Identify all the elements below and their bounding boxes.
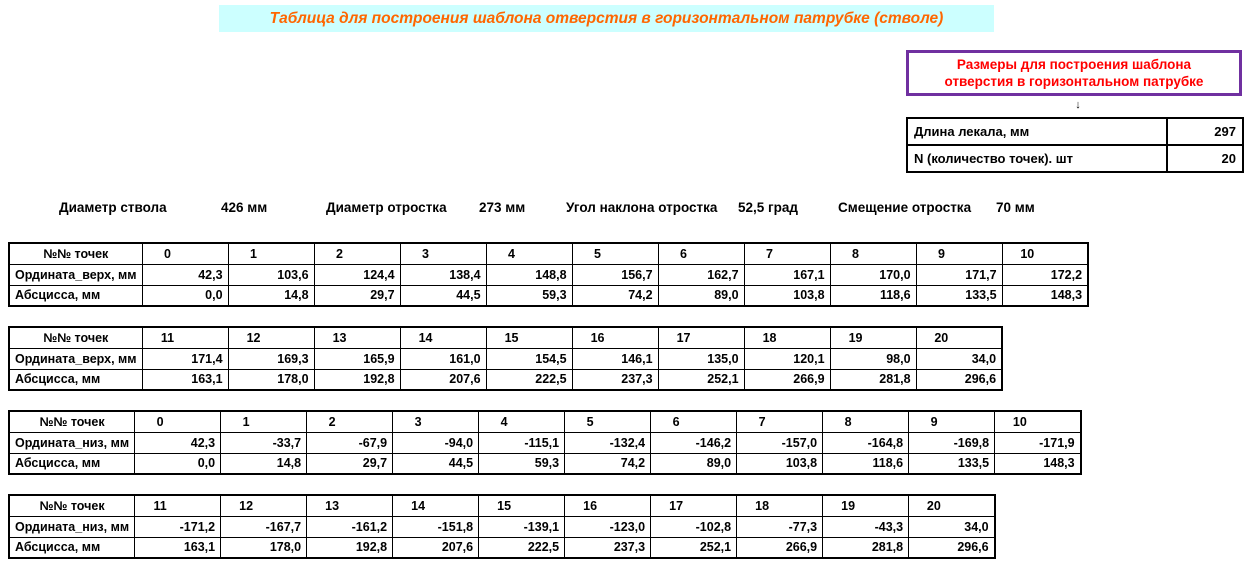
point-number: 13 <box>307 495 393 516</box>
point-number: 17 <box>658 327 744 348</box>
ordinate-cell[interactable]: 162,7 <box>658 264 744 285</box>
abscissa-cell[interactable]: 281,8 <box>830 369 916 390</box>
point-number: 10 <box>995 411 1081 432</box>
abscissa-cell[interactable]: 0,0 <box>142 285 228 306</box>
row-label: Ордината_верх, мм <box>9 264 142 285</box>
ordinate-cell[interactable]: 161,0 <box>400 348 486 369</box>
point-number: 4 <box>479 411 565 432</box>
ordinate-cell[interactable]: -167,7 <box>221 516 307 537</box>
abscissa-cell[interactable]: 118,6 <box>823 453 909 474</box>
ordinate-cell[interactable]: -94,0 <box>393 432 479 453</box>
ordinate-cell[interactable]: 148,8 <box>486 264 572 285</box>
ordinate-cell[interactable]: -171,2 <box>135 516 221 537</box>
ordinate-cell[interactable]: -139,1 <box>479 516 565 537</box>
row-label: Абсцисса, мм <box>9 285 142 306</box>
ordinate-cell[interactable]: 135,0 <box>658 348 744 369</box>
branch-angle-value: 52,5 град <box>738 200 798 215</box>
point-number: 19 <box>823 495 909 516</box>
abscissa-cell[interactable]: 237,3 <box>572 369 658 390</box>
ordinate-cell[interactable]: 170,0 <box>830 264 916 285</box>
ordinate-cell[interactable]: 172,2 <box>1002 264 1088 285</box>
ordinate-cell[interactable]: 34,0 <box>909 516 995 537</box>
point-number: 3 <box>393 411 479 432</box>
table-row <box>9 348 1002 369</box>
abscissa-cell[interactable]: 222,5 <box>479 537 565 558</box>
abscissa-cell[interactable]: 59,3 <box>486 285 572 306</box>
ordinate-cell[interactable]: 103,6 <box>228 264 314 285</box>
point-number: 13 <box>314 327 400 348</box>
table-row <box>9 369 1002 390</box>
param-label: Длина лекала, мм <box>907 118 1167 145</box>
ordinate-cell[interactable]: -43,3 <box>823 516 909 537</box>
ordinate-cell[interactable]: 120,1 <box>744 348 830 369</box>
point-number: 1 <box>221 411 307 432</box>
ordinate-cell[interactable]: 165,9 <box>314 348 400 369</box>
ordinate-cell[interactable]: -171,9 <box>995 432 1081 453</box>
point-number: 6 <box>658 243 744 264</box>
main-diameter-value: 426 мм <box>221 200 268 215</box>
point-number: 11 <box>142 327 228 348</box>
points-header: №№ точек <box>9 243 142 264</box>
abscissa-cell[interactable]: 266,9 <box>744 369 830 390</box>
row-label: Ордината_верх, мм <box>9 348 142 369</box>
callout-line-2: отверстия в горизонтальном патрубке <box>944 74 1204 89</box>
abscissa-cell[interactable]: 222,5 <box>486 369 572 390</box>
abscissa-cell[interactable]: 192,8 <box>307 537 393 558</box>
abscissa-cell[interactable]: 14,8 <box>221 453 307 474</box>
points-header: №№ точек <box>9 495 135 516</box>
ordinate-cell[interactable]: -67,9 <box>307 432 393 453</box>
abscissa-cell[interactable]: 89,0 <box>658 285 744 306</box>
abscissa-cell[interactable]: 237,3 <box>565 537 651 558</box>
ordinate-cell[interactable]: 171,7 <box>916 264 1002 285</box>
abscissa-cell[interactable]: 74,2 <box>565 453 651 474</box>
ordinate-cell[interactable]: -161,2 <box>307 516 393 537</box>
point-number: 5 <box>572 243 658 264</box>
point-number: 0 <box>142 243 228 264</box>
point-number: 20 <box>909 495 995 516</box>
table-upper-points-11-20 <box>8 326 1003 391</box>
abscissa-cell[interactable]: 89,0 <box>651 453 737 474</box>
abscissa-cell[interactable]: 148,3 <box>1002 285 1088 306</box>
param-label: N (количество точек). шт <box>907 145 1167 172</box>
callout-line-1: Размеры для построения шаблона <box>956 57 1192 72</box>
table-upper-points-0-10 <box>8 242 1089 307</box>
point-number: 9 <box>916 243 1002 264</box>
point-number: 5 <box>565 411 651 432</box>
point-number: 2 <box>314 243 400 264</box>
branch-diameter-value: 273 мм <box>479 200 526 215</box>
points-header: №№ точек <box>9 327 142 348</box>
ordinate-cell[interactable]: 42,3 <box>142 264 228 285</box>
point-number: 17 <box>651 495 737 516</box>
ordinate-cell[interactable]: -151,8 <box>393 516 479 537</box>
point-number: 10 <box>1002 243 1088 264</box>
point-number: 9 <box>909 411 995 432</box>
ordinate-cell[interactable]: -157,0 <box>737 432 823 453</box>
abscissa-cell[interactable]: 207,6 <box>400 369 486 390</box>
param-row-count <box>907 145 1243 172</box>
table-row <box>9 537 995 558</box>
point-number: 18 <box>744 327 830 348</box>
row-label: Абсцисса, мм <box>9 369 142 390</box>
branch-offset-label: Смещение отростка <box>838 200 972 215</box>
abscissa-cell[interactable]: 59,3 <box>479 453 565 474</box>
table-lower-points-0-10 <box>8 410 1082 475</box>
ordinate-cell[interactable]: 124,4 <box>314 264 400 285</box>
table-row <box>9 243 1088 264</box>
table-row <box>9 285 1088 306</box>
point-number: 15 <box>479 495 565 516</box>
arrow-down-icon: ↓ <box>1075 99 1081 111</box>
abscissa-cell[interactable]: 163,1 <box>135 537 221 558</box>
ordinate-cell[interactable]: 156,7 <box>572 264 658 285</box>
main-diameter-label: Диаметр ствола <box>59 200 167 215</box>
abscissa-cell[interactable]: 207,6 <box>393 537 479 558</box>
point-number: 14 <box>400 327 486 348</box>
point-number: 7 <box>744 243 830 264</box>
param-value[interactable]: 297 <box>1167 118 1243 145</box>
table-row <box>9 453 1081 474</box>
ordinate-cell[interactable]: 154,5 <box>486 348 572 369</box>
abscissa-cell[interactable]: 281,8 <box>823 537 909 558</box>
table-row <box>9 411 1081 432</box>
point-number: 8 <box>823 411 909 432</box>
abscissa-cell[interactable]: 103,8 <box>737 453 823 474</box>
table-row <box>9 264 1088 285</box>
param-row-length <box>907 118 1243 145</box>
point-number: 4 <box>486 243 572 264</box>
point-number: 19 <box>830 327 916 348</box>
abscissa-cell[interactable]: 148,3 <box>995 453 1081 474</box>
point-number: 20 <box>916 327 1002 348</box>
ordinate-cell[interactable]: -123,0 <box>565 516 651 537</box>
ordinate-cell[interactable]: -169,8 <box>909 432 995 453</box>
param-value[interactable]: 20 <box>1167 145 1243 172</box>
abscissa-cell[interactable]: 29,7 <box>307 453 393 474</box>
page-title: Таблица для построения шаблона отверстия в горизонтальном патрубке (стволе) <box>219 5 994 32</box>
point-number: 12 <box>228 327 314 348</box>
abscissa-cell[interactable]: 192,8 <box>314 369 400 390</box>
point-number: 16 <box>565 495 651 516</box>
abscissa-cell[interactable]: 266,9 <box>737 537 823 558</box>
point-number: 8 <box>830 243 916 264</box>
abscissa-cell[interactable]: 0,0 <box>135 453 221 474</box>
ordinate-cell[interactable]: 138,4 <box>400 264 486 285</box>
point-number: 7 <box>737 411 823 432</box>
row-label: Абсцисса, мм <box>9 537 135 558</box>
point-number: 2 <box>307 411 393 432</box>
abscissa-cell[interactable]: 163,1 <box>142 369 228 390</box>
abscissa-cell[interactable]: 118,6 <box>830 285 916 306</box>
table-row <box>9 327 1002 348</box>
table-lower-points-11-20 <box>8 494 996 559</box>
abscissa-cell[interactable]: 252,1 <box>651 537 737 558</box>
point-number: 0 <box>135 411 221 432</box>
point-number: 12 <box>221 495 307 516</box>
ordinate-cell[interactable]: -33,7 <box>221 432 307 453</box>
dimensions-callout <box>906 50 1242 96</box>
row-label: Ордината_низ, мм <box>9 432 135 453</box>
abscissa-cell[interactable]: 29,7 <box>314 285 400 306</box>
abscissa-cell[interactable]: 296,6 <box>909 537 995 558</box>
abscissa-cell[interactable]: 14,8 <box>228 285 314 306</box>
table-row <box>9 495 995 516</box>
ordinate-cell[interactable]: 98,0 <box>830 348 916 369</box>
points-header: №№ точек <box>9 411 135 432</box>
abscissa-cell[interactable]: 74,2 <box>572 285 658 306</box>
abscissa-cell[interactable]: 178,0 <box>228 369 314 390</box>
ordinate-cell[interactable]: -132,4 <box>565 432 651 453</box>
abscissa-cell[interactable]: 178,0 <box>221 537 307 558</box>
point-number: 1 <box>228 243 314 264</box>
table-row <box>9 516 995 537</box>
abscissa-cell[interactable]: 296,6 <box>916 369 1002 390</box>
ordinate-cell[interactable]: -115,1 <box>479 432 565 453</box>
ordinate-cell[interactable]: 146,1 <box>572 348 658 369</box>
ordinate-cell[interactable]: -164,8 <box>823 432 909 453</box>
branch-offset-value: 70 мм <box>996 200 1035 215</box>
abscissa-cell[interactable]: 44,5 <box>400 285 486 306</box>
ordinate-cell[interactable]: 169,3 <box>228 348 314 369</box>
template-params-table <box>906 117 1244 173</box>
ordinate-cell[interactable]: -77,3 <box>737 516 823 537</box>
abscissa-cell[interactable]: 252,1 <box>658 369 744 390</box>
point-number: 18 <box>737 495 823 516</box>
ordinate-cell[interactable]: 42,3 <box>135 432 221 453</box>
table-row <box>9 432 1081 453</box>
branch-angle-label: Угол наклона отростка <box>566 200 718 215</box>
point-number: 15 <box>486 327 572 348</box>
abscissa-cell[interactable]: 44,5 <box>393 453 479 474</box>
ordinate-cell[interactable]: 171,4 <box>142 348 228 369</box>
point-number: 6 <box>651 411 737 432</box>
row-label: Абсцисса, мм <box>9 453 135 474</box>
point-number: 16 <box>572 327 658 348</box>
point-number: 14 <box>393 495 479 516</box>
point-number: 3 <box>400 243 486 264</box>
abscissa-cell[interactable]: 103,8 <box>744 285 830 306</box>
abscissa-cell[interactable]: 133,5 <box>916 285 1002 306</box>
point-number: 11 <box>135 495 221 516</box>
ordinate-cell[interactable]: 34,0 <box>916 348 1002 369</box>
abscissa-cell[interactable]: 133,5 <box>909 453 995 474</box>
ordinate-cell[interactable]: -146,2 <box>651 432 737 453</box>
branch-diameter-label: Диаметр отростка <box>326 200 447 215</box>
row-label: Ордината_низ, мм <box>9 516 135 537</box>
ordinate-cell[interactable]: -102,8 <box>651 516 737 537</box>
ordinate-cell[interactable]: 167,1 <box>744 264 830 285</box>
